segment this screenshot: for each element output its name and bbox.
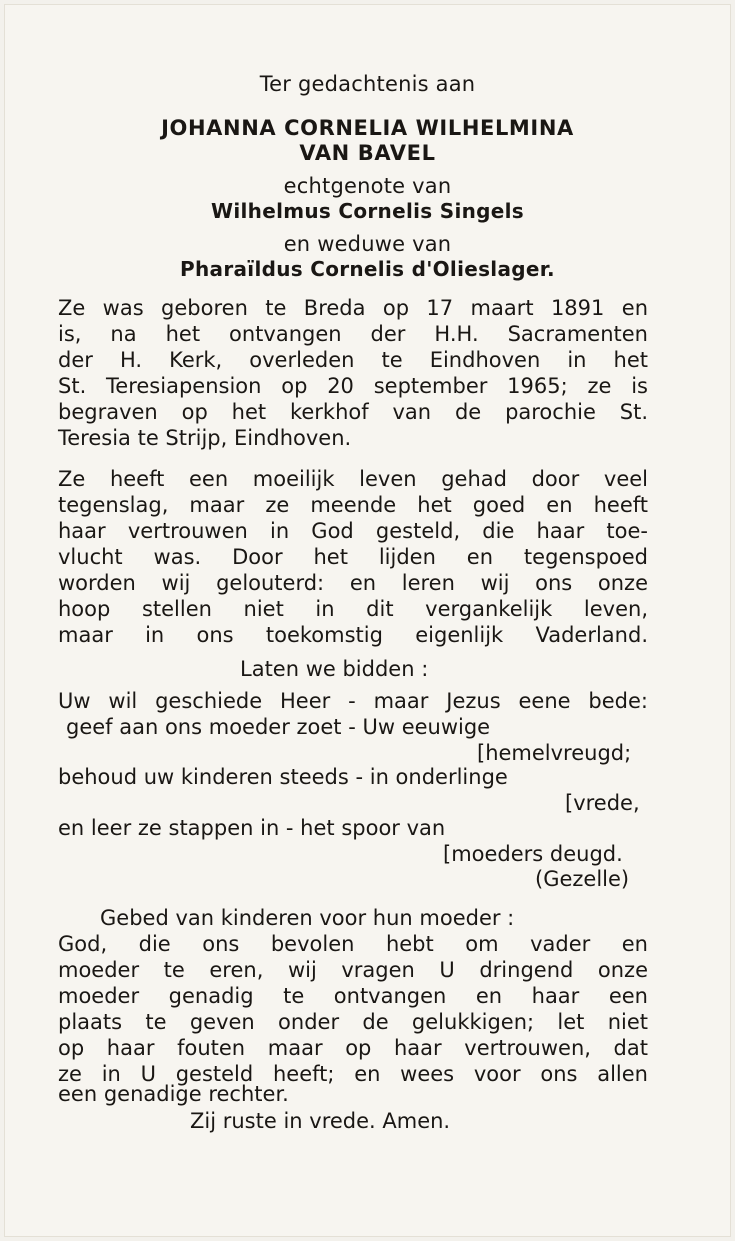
spouse-intro: echtgenote van xyxy=(283,174,452,198)
prayer-line: God, die ons bevolen hebt om vader en xyxy=(58,932,648,956)
paragraph-line: begraven op het kerkhof van de parochie St. xyxy=(58,400,648,424)
deceased-name-line2: VAN BAVEL xyxy=(299,141,436,165)
prayer-line: op haar fouten maar op haar vertrouwen, dat xyxy=(58,1036,648,1060)
prayer-line: moeder genadig te ontvangen en haar een xyxy=(58,984,648,1008)
deceased-name-line1: JOHANNA CORNELIA WILHELMINA xyxy=(161,116,574,140)
closing-line: Zij ruste in vrede. Amen. xyxy=(190,1109,451,1133)
poem-line-continuation: [moeders deugd. xyxy=(443,842,623,866)
paragraph-line: Ze was geboren te Breda op 17 maart 1891 en xyxy=(58,296,648,320)
poem-line: Uw wil geschiede Heer - maar Jezus eene bede: xyxy=(58,689,648,713)
widow-intro: en weduwe van xyxy=(283,232,452,256)
paragraph-line: vlucht was. Door het lijden en tegenspoed xyxy=(58,545,648,569)
poem-line: en leer ze stappen in - het spoor van xyxy=(58,816,446,840)
paragraph-line: haar vertrouwen in God gesteld, die haar toe- xyxy=(58,519,648,543)
poem-heading: Laten we bidden : xyxy=(240,657,429,681)
paragraph-line: Ze heeft een moeilijk leven gehad door veel xyxy=(58,467,648,491)
intro-text: Ter gedachtenis aan xyxy=(259,72,476,96)
prayer-line: een genadige rechter. xyxy=(58,1082,289,1106)
poem-author: (Gezelle) xyxy=(535,867,630,891)
prayer-line: plaats te geven onder de gelukkigen; let niet xyxy=(58,1010,648,1034)
poem-line: behoud uw kinderen steeds - in onderlinge xyxy=(58,765,508,789)
poem-line-continuation: [vrede, xyxy=(565,791,640,815)
paragraph-line: worden wij gelouterd: en leren wij ons onze xyxy=(58,571,648,595)
paragraph-line: St. Teresiapension op 20 september 1965; ze is xyxy=(58,374,648,398)
poem-line: geef aan ons moeder zoet - Uw eeuwige xyxy=(66,715,491,739)
prayer-line: moeder te eren, wij vragen U dringend onze xyxy=(58,958,648,982)
spouse-name: Wilhelmus Cornelis Singels xyxy=(211,199,524,223)
prayer-line: ze in U gesteld heeft; en wees voor ons allen xyxy=(58,1062,648,1086)
prayer-heading: Gebed van kinderen voor hun moeder : xyxy=(100,906,515,930)
paragraph-line: maar in ons toekomstig eigenlijk Vaderland. xyxy=(58,623,648,647)
widow-name: Pharaïldus Cornelis d'Olieslager. xyxy=(180,257,555,281)
paragraph-line: Teresia te Strijp, Eindhoven. xyxy=(58,426,352,450)
paragraph-line: der H. Kerk, overleden te Eindhoven in het xyxy=(58,348,648,372)
paragraph-line: tegenslag, maar ze meende het goed en heeft xyxy=(58,493,648,517)
poem-line-continuation: [hemelvreugd; xyxy=(477,741,632,765)
paragraph-line: hoop stellen niet in dit vergankelijk leven, xyxy=(58,597,648,621)
paragraph-line: is, na het ontvangen der H.H. Sacramenten xyxy=(58,322,648,346)
